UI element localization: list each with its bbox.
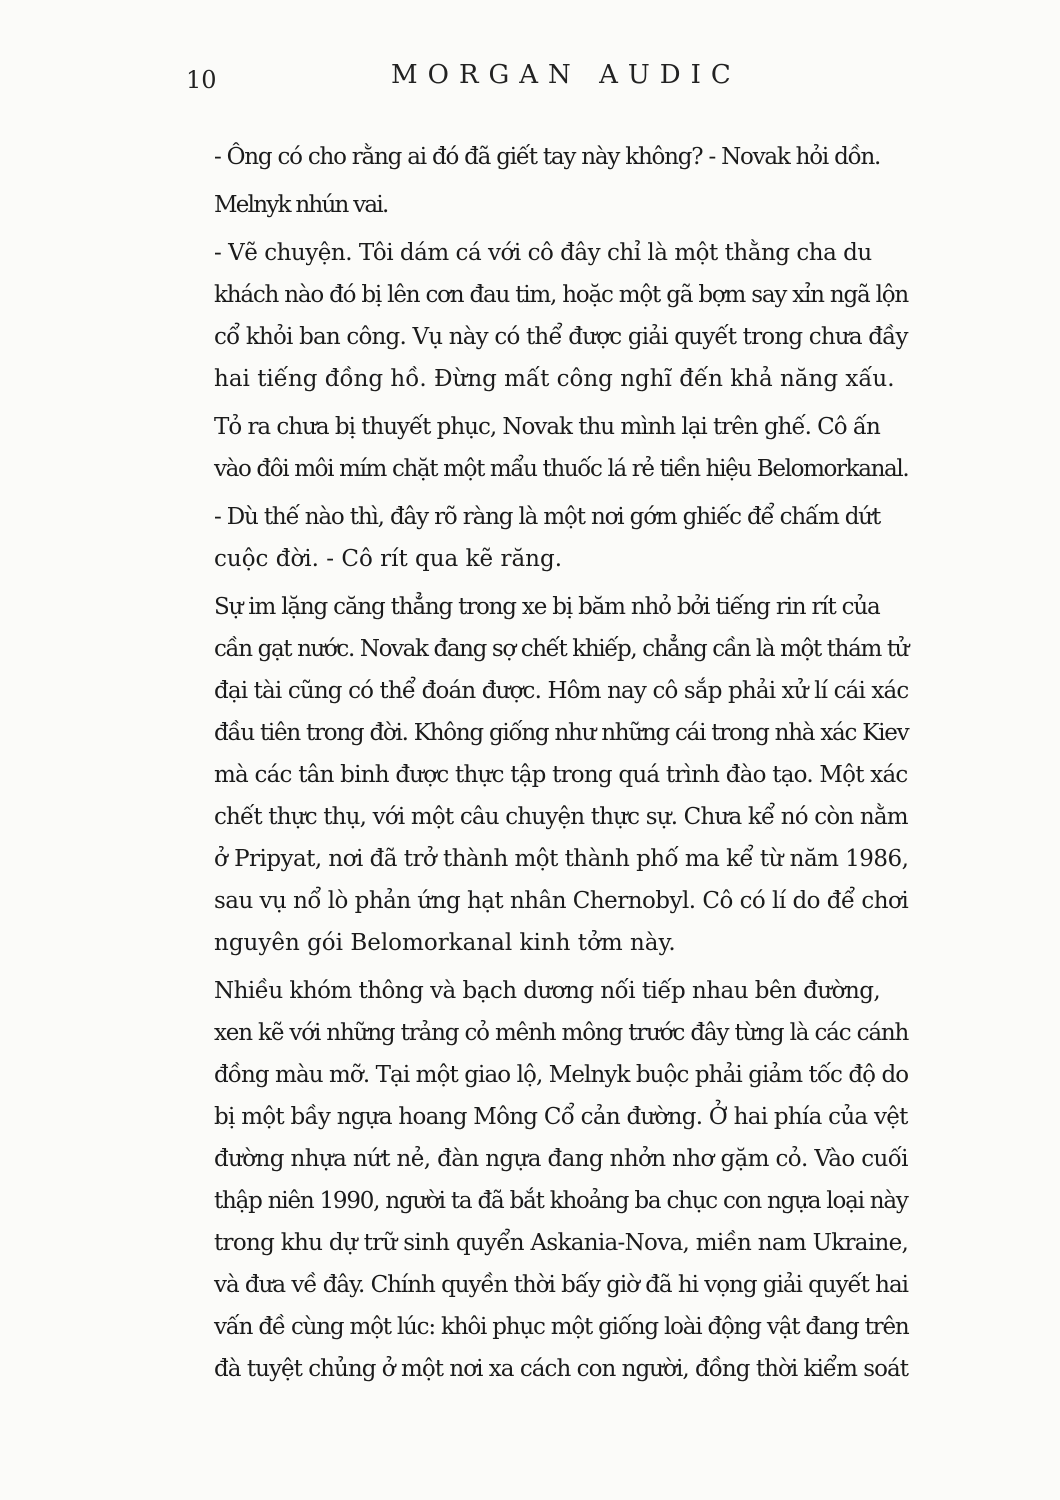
paragraph [186,232,908,400]
paragraph [186,136,908,178]
text-line: cuộc đời. - Cô rít qua kẽ răng. [214,546,562,572]
text-line: Sự im lặng căng thẳng trong xe bị băm nhỏ bởi tiếng rin rít của [214,594,880,620]
text-line: Melnyk nhún vai. [214,192,388,218]
text-line: xen kẽ với những trảng cỏ mênh mông trước đây từng là các cánh [214,1020,909,1046]
text-line: vấn đề cùng một lúc: khôi phục một giống loài động vật đang trên [214,1314,909,1340]
text-line: sau vụ nổ lò phản ứng hạt nhân Chernobyl. Cô có lí do để chơi [214,888,909,914]
text-line: - Dù thế nào thì, đây rõ ràng là một nơi gớm ghiếc để chấm dứt [214,504,881,530]
text-line: mà các tân binh được thực tập trong quá trình đào tạo. Một xác [214,762,908,788]
running-head: MORGAN AUDIC [391,60,741,90]
text-line: đường nhựa nứt nẻ, đàn ngựa đang nhởn nhơ gặm cỏ. Vào cuối [214,1146,908,1172]
text-line: hai tiếng đồng hồ. Đừng mất công nghĩ đến khả năng xấu. [214,366,895,392]
text-line: - Ông có cho rằng ai đó đã giết tay này không? - Novak hỏi dồn. [214,144,881,170]
text-line: đầu tiên trong đời. Không giống như những cái trong nhà xác Kiev [214,720,909,746]
text-line: cổ khỏi ban công. Vụ này có thể được giải quyết trong chưa đầy [214,324,908,350]
text-line: cần gạt nước. Novak đang sợ chết khiếp, chẳng cần là một thám tử [214,636,909,662]
text-line: ở Pripyat, nơi đã trở thành một thành phố ma kể từ năm 1986, [214,846,909,872]
text-line: chết thực thụ, với một câu chuyện thực sự. Chưa kể nó còn nằm [214,804,908,830]
page-body [186,136,908,1396]
text-line: Nhiều khóm thông và bạch dương nối tiếp nhau bên đường, [214,978,881,1004]
paragraph [186,406,908,490]
text-line: trong khu dự trữ sinh quyển Askania-Nova, miền nam Ukraine, [214,1230,909,1256]
page-number: 10 [186,66,217,94]
text-line: Tỏ ra chưa bị thuyết phục, Novak thu mình lại trên ghế. Cô ấn [214,414,880,440]
paragraph [186,496,908,580]
text-line: khách nào đó bị lên cơn đau tim, hoặc một gã bợm say xỉn ngã lộn [214,282,909,308]
text-line: và đưa về đây. Chính quyền thời bấy giờ đã hi vọng giải quyết hai [214,1272,908,1298]
paragraph [186,970,908,1390]
text-line: nguyên gói Belomorkanal kinh tởm này. [214,930,676,956]
text-line: vào đôi môi mím chặt một mẩu thuốc lá rẻ tiền hiệu Belomorkanal. [214,456,909,482]
paragraph [186,184,908,226]
text-line: đại tài cũng có thể đoán được. Hôm nay cô sắp phải xử lí cái xác [214,678,909,704]
text-line: đà tuyệt chủng ở một nơi xa cách con người, đồng thời kiểm soát [214,1356,909,1382]
text-line: đồng màu mỡ. Tại một giao lộ, Melnyk buộc phải giảm tốc độ do [214,1062,909,1088]
page-header [186,60,912,104]
text-line: thập niên 1990, người ta đã bắt khoảng ba chục con ngựa loại này [214,1188,908,1214]
text-line: - Vẽ chuyện. Tôi dám cá với cô đây chỉ là một thằng cha du [214,240,872,266]
paragraph [186,586,908,964]
text-line: bị một bầy ngựa hoang Mông Cổ cản đường. Ở hai phía của vệt [214,1104,908,1130]
